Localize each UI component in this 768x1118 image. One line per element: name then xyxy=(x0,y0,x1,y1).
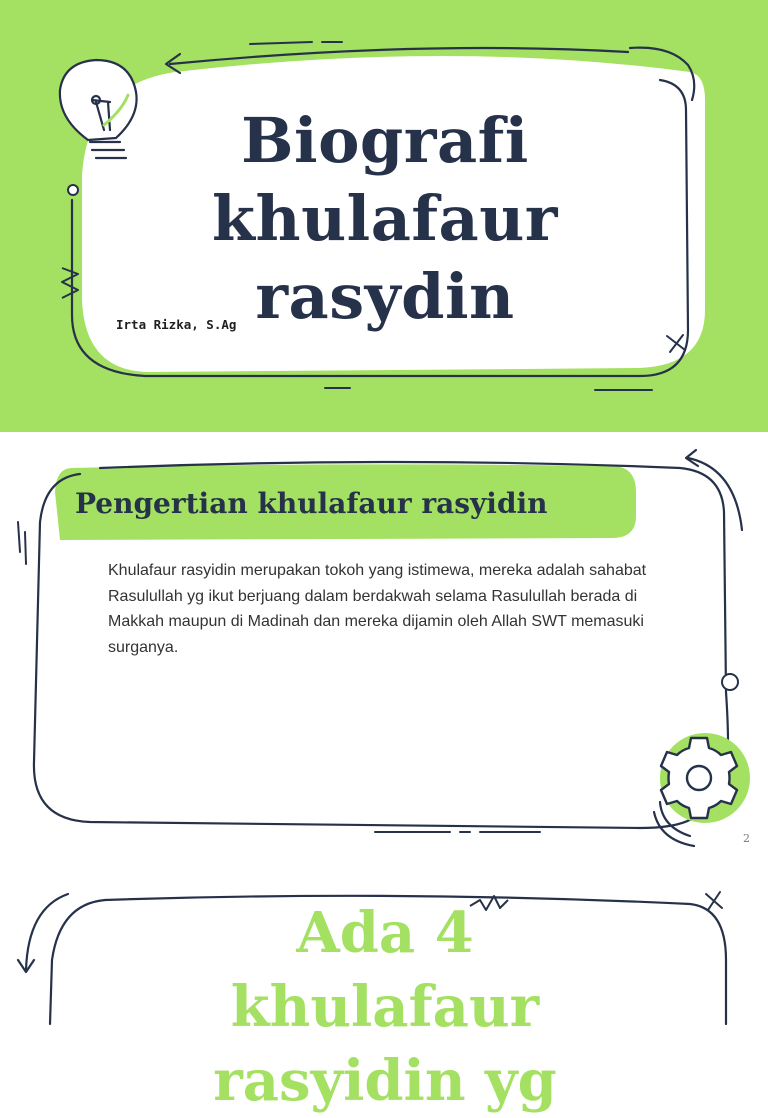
arrow-curl-icon xyxy=(18,894,68,972)
list-intro-slide xyxy=(0,860,768,1114)
author-name: Irta Rizka, S.Ag xyxy=(116,317,237,332)
section-body-text: Khulafaur rasyidin merupakan tokoh yang istimewa, mereka adalah sahabat Rasulullah yg ikut berjuang dalam berdakwah selama Rasulullah berada di Makkah maupun di Madinah dan mereka dijamin oleh Allah SWT memasuki surganya. xyxy=(108,562,647,656)
arrow-curl-icon xyxy=(686,450,742,530)
slide-title: Biografi khulafaur rasydin xyxy=(212,104,558,333)
list-title: Ada 4 khulafaur rasyidin yg xyxy=(213,900,557,1114)
list-panel-outline xyxy=(50,900,105,1024)
section-heading: Pengertian khulafaur rasyidin xyxy=(75,487,548,520)
title-slide xyxy=(0,0,768,432)
page-number: 2 xyxy=(743,832,750,845)
gear-icon xyxy=(654,733,750,846)
content-slide xyxy=(0,432,768,860)
